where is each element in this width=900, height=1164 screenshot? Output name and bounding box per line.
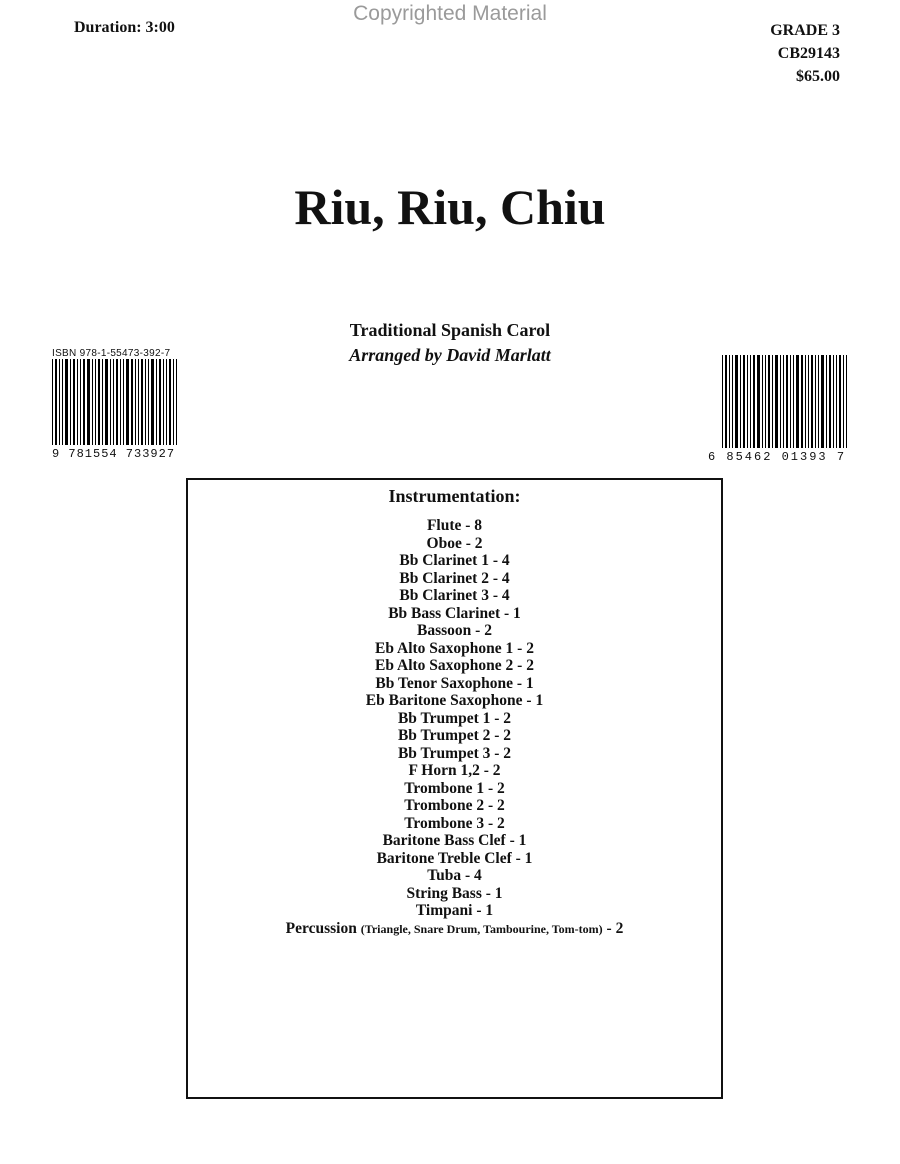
instrument-item: Trombone 3 - 2 bbox=[404, 814, 505, 832]
instrument-item: Bb Trumpet 2 - 2 bbox=[397, 727, 512, 744]
catalog-number: CB29143 bbox=[777, 45, 840, 62]
grade-label: GRADE 3 bbox=[770, 22, 840, 39]
barcode-bar bbox=[98, 359, 100, 445]
barcode-bars-icon bbox=[722, 355, 862, 448]
instrument-item: Tuba - 4 bbox=[427, 867, 482, 884]
instrument-item: Eb Alto Saxophone 1 - 2 bbox=[375, 639, 534, 657]
barcode-bar bbox=[110, 359, 111, 445]
instrument-item: Bassoon - 2 bbox=[417, 622, 492, 639]
barcode-bar bbox=[811, 355, 813, 448]
instrument-item: Eb Alto Saxophone 2 - 2 bbox=[375, 657, 534, 674]
barcode-bar bbox=[808, 355, 809, 448]
percussion-label: Percussion bbox=[285, 919, 357, 937]
instrumentation-box bbox=[186, 478, 723, 1099]
barcode-bar bbox=[743, 355, 745, 448]
barcode-bar bbox=[762, 355, 763, 448]
barcode-bar bbox=[735, 355, 738, 448]
barcode-bar bbox=[131, 359, 133, 445]
barcode-bar bbox=[732, 355, 733, 448]
barcode-bar bbox=[145, 359, 146, 445]
barcode-bar bbox=[826, 355, 827, 448]
instrument-item: Baritone Treble Clef - 1 bbox=[376, 849, 533, 867]
instrument-item: Bb Trumpet 3 - 2 bbox=[397, 744, 512, 762]
barcode-bar bbox=[116, 359, 118, 445]
upc-barcode bbox=[708, 355, 862, 464]
barcode-bar bbox=[821, 355, 824, 448]
barcode-bar bbox=[95, 359, 96, 445]
barcode-bar bbox=[783, 355, 784, 448]
percussion-item bbox=[188, 920, 721, 939]
barcode-bar bbox=[135, 359, 136, 445]
barcode-bar bbox=[52, 359, 53, 445]
page-title: Riu, Riu, Chiu bbox=[294, 179, 606, 235]
barcode-bar bbox=[829, 355, 831, 448]
instrument-item: F Horn 1,2 - 2 bbox=[408, 762, 501, 779]
barcode-bar bbox=[793, 355, 794, 448]
barcode-bar bbox=[768, 355, 770, 448]
barcode-bar bbox=[747, 355, 748, 448]
barcode-bar bbox=[740, 355, 741, 448]
instrument-item: Bb Trumpet 1 - 2 bbox=[397, 709, 512, 727]
barcode-bar bbox=[173, 359, 174, 445]
instrument-item: Bb Clarinet 3 - 4 bbox=[399, 587, 510, 604]
barcode-bar bbox=[65, 359, 68, 445]
barcode-bar bbox=[151, 359, 154, 445]
percussion-detail: (Triangle, Snare Drum, Tambourine, Tom-tom) bbox=[360, 921, 603, 936]
isbn-number: ISBN 978-1-55473-392-7 bbox=[52, 348, 171, 359]
barcode-bar bbox=[55, 359, 57, 445]
barcode-bar bbox=[113, 359, 114, 445]
isbn-barcode-digits: 9 781554 733927 bbox=[52, 447, 176, 461]
barcode-bar bbox=[148, 359, 149, 445]
barcode-bar bbox=[59, 359, 60, 445]
instrument-item: String Bass - 1 bbox=[406, 884, 503, 902]
barcode-bar bbox=[780, 355, 781, 448]
barcode-bar bbox=[77, 359, 78, 445]
barcode-bar bbox=[843, 355, 844, 448]
barcode-bar bbox=[102, 359, 103, 445]
copyright-watermark: Copyrighted Material bbox=[353, 2, 547, 25]
barcode-bar bbox=[836, 355, 837, 448]
instrument-item: Bb Clarinet 1 - 4 bbox=[399, 552, 510, 569]
barcode-bar bbox=[120, 359, 121, 445]
instrument-item: Oboe - 2 bbox=[426, 534, 483, 552]
instrument-item: Bb Bass Clarinet - 1 bbox=[388, 604, 521, 622]
isbn-barcode bbox=[52, 348, 184, 461]
barcode-bar bbox=[87, 359, 90, 445]
instrumentation-list bbox=[188, 517, 721, 938]
barcode-bar bbox=[839, 355, 841, 448]
barcode-bar bbox=[123, 359, 124, 445]
barcode-bar bbox=[163, 359, 164, 445]
header-meta bbox=[770, 19, 840, 88]
instrument-item: Trombone 1 - 2 bbox=[404, 779, 505, 797]
instrument-item: Bb Tenor Saxophone - 1 bbox=[375, 674, 534, 692]
barcode-bar bbox=[83, 359, 85, 445]
instrument-item: Bb Clarinet 2 - 4 bbox=[399, 569, 510, 587]
price-label: $65.00 bbox=[796, 68, 840, 85]
barcode-bar bbox=[765, 355, 766, 448]
upc-barcode-digits: 6 85462 01393 7 bbox=[708, 450, 847, 464]
barcode-bar bbox=[772, 355, 773, 448]
barcode-bar bbox=[176, 359, 177, 445]
barcode-bar bbox=[92, 359, 93, 445]
barcode-bars-icon bbox=[52, 359, 184, 445]
instrument-item: Baritone Bass Clef - 1 bbox=[382, 832, 527, 849]
instrumentation-heading: Instrumentation: bbox=[388, 486, 521, 506]
barcode-bar bbox=[105, 359, 108, 445]
barcode-bar bbox=[786, 355, 788, 448]
barcode-bar bbox=[757, 355, 760, 448]
barcode-bar bbox=[141, 359, 143, 445]
origin-credit: Traditional Spanish Carol bbox=[349, 320, 551, 340]
barcode-bar bbox=[159, 359, 161, 445]
barcode-bar bbox=[805, 355, 806, 448]
barcode-bar bbox=[156, 359, 157, 445]
barcode-bar bbox=[818, 355, 819, 448]
barcode-bar bbox=[815, 355, 816, 448]
barcode-bar bbox=[73, 359, 75, 445]
instrument-item: Eb Baritone Saxophone - 1 bbox=[365, 692, 544, 709]
barcode-bar bbox=[729, 355, 730, 448]
barcode-bar bbox=[80, 359, 81, 445]
barcode-bar bbox=[833, 355, 834, 448]
barcode-bar bbox=[169, 359, 171, 445]
duration-label: Duration: 3:00 bbox=[74, 19, 175, 36]
barcode-bar bbox=[62, 359, 63, 445]
barcode-bar bbox=[70, 359, 71, 445]
percussion-count: - 2 bbox=[606, 919, 624, 937]
barcode-bar bbox=[126, 359, 129, 445]
barcode-bar bbox=[722, 355, 723, 448]
barcode-bar bbox=[725, 355, 727, 448]
barcode-bar bbox=[750, 355, 751, 448]
arranger-credit: Arranged by David Marlatt bbox=[349, 345, 551, 365]
barcode-bar bbox=[801, 355, 803, 448]
barcode-bar bbox=[775, 355, 778, 448]
barcode-bar bbox=[796, 355, 799, 448]
barcode-bar bbox=[790, 355, 791, 448]
instrument-item: Flute - 8 bbox=[426, 517, 483, 534]
instrument-item: Timpani - 1 bbox=[415, 902, 494, 919]
barcode-bar bbox=[138, 359, 139, 445]
barcode-bar bbox=[846, 355, 847, 448]
barcode-bar bbox=[166, 359, 167, 445]
barcode-bar bbox=[753, 355, 755, 448]
instrument-item: Trombone 2 - 2 bbox=[404, 797, 505, 814]
